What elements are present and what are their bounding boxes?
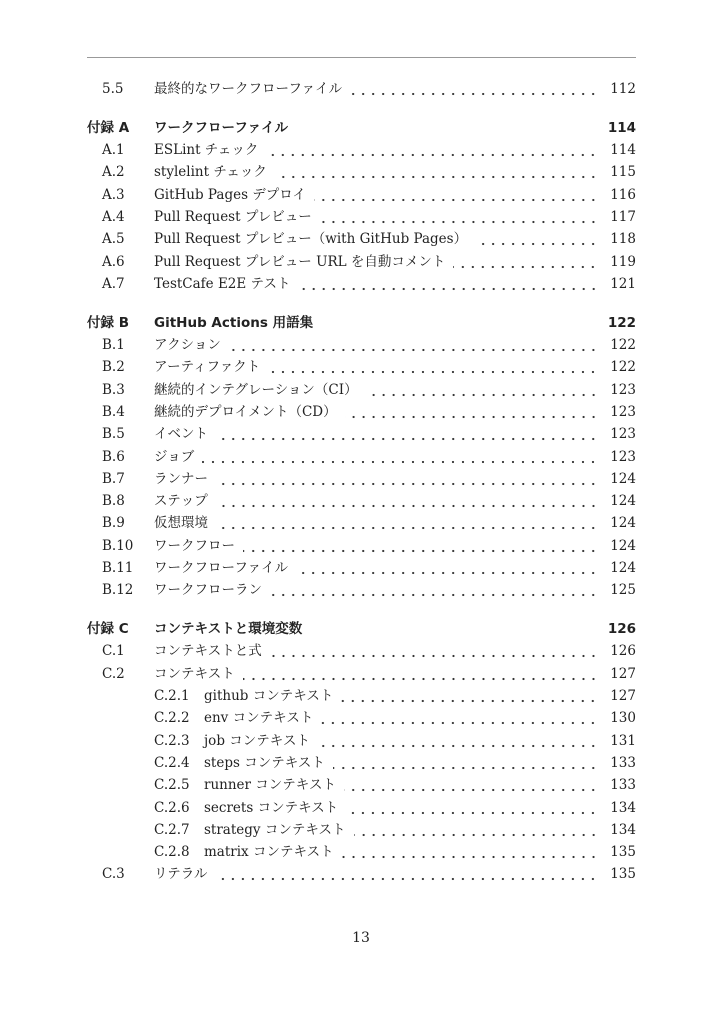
entry-title: runner コンテキスト (204, 777, 337, 794)
entry-number: A.7 (102, 275, 125, 292)
entry-page-number: 122 (610, 359, 636, 376)
entry-title: ジョブ (154, 448, 195, 465)
dot-leader (243, 663, 598, 685)
toc-entry[interactable] (87, 535, 636, 557)
entry-title: 仮想環境 (154, 515, 208, 532)
dot-leader (299, 273, 599, 295)
entry-page-number: 127 (610, 665, 636, 682)
entry-title-container (154, 312, 596, 334)
entry-title-container (154, 468, 598, 490)
entry-title: コンテキストと環境変数 (154, 621, 303, 638)
entry-title-container (154, 356, 598, 378)
dot-leader (354, 819, 599, 841)
entry-page-number: 114 (610, 142, 636, 159)
toc-entry[interactable] (87, 663, 636, 685)
entry-title: GitHub Pages デプロイ (154, 186, 306, 203)
dot-leader (216, 423, 598, 445)
entry-number: B.10 (102, 537, 134, 554)
entry-page-number: 123 (610, 403, 636, 420)
entry-title-container (204, 752, 598, 774)
entry-page-number: 124 (610, 470, 636, 487)
toc-entry[interactable] (87, 640, 636, 662)
entry-title: イベント (154, 426, 208, 443)
entry-page-number: 126 (610, 643, 636, 660)
entry-page-number: 123 (610, 448, 636, 465)
dot-leader (270, 640, 598, 662)
entry-number: C.2.3 (154, 732, 190, 749)
entry-title: コンテキストと式 (154, 643, 262, 660)
entry-title-container (154, 206, 598, 228)
entry-title-container (154, 512, 598, 534)
entry-title: env コンテキスト (204, 710, 314, 727)
entry-title-container (154, 446, 598, 468)
toc-entry[interactable] (87, 863, 636, 885)
entry-page-number: 127 (610, 688, 636, 704)
entry-page-number: 133 (610, 754, 636, 771)
entry-number: 付録 B (87, 314, 129, 331)
entry-title-container (204, 707, 598, 729)
entry-title: 継続的インテグレーション（CI） (154, 381, 358, 398)
entry-title-container (204, 797, 598, 819)
dot-leader (318, 730, 598, 752)
toc-entry[interactable] (87, 707, 636, 729)
dot-leader (243, 535, 598, 557)
entry-title-container (154, 557, 598, 579)
dot-leader (333, 752, 598, 774)
toc-entry[interactable] (87, 446, 636, 468)
dot-leader (350, 78, 598, 100)
entry-number: B.8 (102, 493, 125, 510)
entry-page-number: 124 (610, 493, 636, 510)
dot-leader (321, 707, 598, 729)
entry-title-container (154, 618, 596, 640)
toc-entry[interactable] (87, 468, 636, 490)
entry-title-container (154, 251, 598, 273)
entry-title-container (154, 379, 598, 401)
entry-title: ランナー (154, 470, 208, 487)
dot-leader (346, 797, 598, 819)
entry-number: C.2.7 (154, 821, 190, 838)
entry-page-number: 116 (610, 186, 636, 203)
toc-entry[interactable] (87, 139, 636, 161)
entry-title-container (154, 423, 598, 445)
dot-leader (342, 841, 599, 863)
entry-number: C.1 (102, 643, 125, 660)
entry-page-number: 122 (610, 337, 636, 353)
entry-page-number: 135 (610, 844, 636, 861)
entry-number: A.4 (102, 209, 125, 225)
dot-leader (216, 468, 598, 490)
entry-title: Pull Request プレビュー (154, 209, 312, 225)
toc-chapter-entry[interactable] (87, 117, 636, 139)
entry-page-number: 135 (610, 866, 636, 883)
entry-title: job コンテキスト (204, 732, 310, 749)
entry-title-container (204, 685, 598, 707)
toc-entry[interactable] (87, 356, 636, 378)
entry-title: steps コンテキスト (204, 754, 325, 771)
entry-title-container (204, 774, 598, 796)
entry-title: 最終的なワークフローファイル (154, 81, 343, 97)
entry-number: C.2.4 (154, 754, 190, 771)
entry-number: A.2 (102, 164, 125, 181)
entry-title-container (154, 401, 598, 423)
entry-title: github コンテキスト (204, 688, 334, 704)
page-number: 13 (352, 930, 370, 946)
entry-number: B.12 (102, 582, 134, 599)
entry-title-container (154, 663, 598, 685)
toc-entry[interactable] (87, 579, 636, 601)
toc-entry[interactable] (87, 685, 636, 707)
toc-entry[interactable] (87, 841, 636, 863)
entry-title: 継続的デプロイメント（CD） (154, 403, 337, 420)
entry-title-container (154, 161, 598, 183)
entry-page-number: 124 (610, 515, 636, 532)
entry-page-number: 126 (607, 621, 636, 638)
toc-entry[interactable] (87, 490, 636, 512)
entry-title: GitHub Actions 用語集 (154, 314, 314, 331)
entry-number: C.2.5 (154, 777, 190, 794)
dot-leader (275, 161, 598, 183)
dot-leader (296, 557, 598, 579)
entry-page-number: 124 (610, 537, 636, 554)
entry-number: C.2.6 (154, 799, 190, 816)
entry-page-number: 121 (610, 275, 636, 292)
entry-title: ワークフローファイル (154, 560, 289, 576)
dot-leader (453, 251, 598, 273)
entry-title: コンテキスト (154, 665, 235, 682)
dot-leader (229, 334, 598, 356)
entry-page-number: 118 (610, 231, 636, 248)
entry-page-number: 125 (610, 582, 636, 599)
toc-entry[interactable] (87, 78, 636, 100)
entry-title-container (154, 184, 598, 206)
toc-entry[interactable] (87, 752, 636, 774)
entry-title: TestCafe E2E テスト (154, 275, 291, 292)
entry-title-container (154, 863, 598, 885)
toc-entry[interactable] (87, 206, 636, 228)
dot-leader (320, 206, 598, 228)
toc-chapter-entry[interactable] (87, 618, 636, 640)
entry-page-number: 122 (607, 314, 636, 331)
toc-entry[interactable] (87, 512, 636, 534)
entry-number: C.2.1 (154, 688, 190, 704)
entry-number: B.9 (102, 515, 125, 532)
entry-number: B.4 (102, 403, 125, 420)
entry-title-container (204, 730, 598, 752)
entry-title-container (154, 640, 598, 662)
entry-page-number: 130 (610, 710, 636, 727)
entry-title-container (154, 228, 598, 250)
dot-leader (345, 401, 599, 423)
entry-number: A.5 (102, 231, 125, 248)
entry-number: 付録 C (87, 621, 129, 638)
entry-number: 付録 A (87, 119, 130, 136)
entry-title-container (154, 78, 598, 100)
entry-number: A.6 (102, 253, 125, 270)
toc-entry[interactable] (87, 557, 636, 579)
entry-page-number: 133 (610, 777, 636, 794)
dot-leader (266, 139, 598, 161)
toc-entry[interactable] (87, 423, 636, 445)
entry-title: matrix コンテキスト (204, 844, 334, 861)
header-rule (87, 57, 636, 58)
entry-number: B.2 (102, 359, 125, 376)
dot-leader (270, 579, 598, 601)
toc-chapter-entry[interactable] (87, 312, 636, 334)
entry-title-container (154, 117, 596, 139)
entry-number: A.1 (102, 142, 125, 159)
entry-title: ステップ (154, 493, 208, 510)
entry-page-number: 123 (610, 381, 636, 398)
entry-title: ワークフロー (154, 537, 235, 554)
toc-entry[interactable] (87, 730, 636, 752)
dot-leader (202, 446, 598, 468)
entry-title: リテラル (154, 866, 208, 883)
entry-number: B.7 (102, 470, 125, 487)
dot-leader (341, 685, 598, 707)
entry-title-container (154, 334, 598, 356)
entry-title-container (154, 139, 598, 161)
entry-title: secrets コンテキスト (204, 799, 339, 816)
entry-title: ワークフローラン (154, 582, 262, 599)
entry-page-number: 124 (610, 560, 636, 576)
entry-number: B.6 (102, 448, 125, 465)
entry-title: Pull Request プレビュー URL を自動コメント (154, 253, 446, 270)
toc-entry[interactable] (87, 273, 636, 295)
entry-number: B.3 (102, 381, 125, 398)
dot-leader (268, 356, 598, 378)
entry-page-number: 131 (610, 732, 636, 749)
entry-title-container (154, 273, 598, 295)
entry-title-container (154, 490, 598, 512)
dot-leader (344, 774, 598, 796)
entry-title: stylelint チェック (154, 164, 267, 181)
entry-number: A.3 (102, 186, 125, 203)
toc-entry[interactable] (87, 251, 636, 273)
dot-leader (215, 863, 598, 885)
entry-title: ESLint チェック (154, 142, 259, 159)
entry-title: Pull Request プレビュー（with GitHub Pages） (154, 231, 468, 248)
entry-number: B.11 (102, 560, 134, 576)
entry-page-number: 114 (607, 119, 636, 136)
entry-page-number: 123 (610, 426, 636, 443)
entry-title: ワークフローファイル (154, 119, 289, 136)
entry-number: C.2.8 (154, 844, 190, 861)
toc-entry[interactable] (87, 379, 636, 401)
dot-leader (216, 512, 598, 534)
dot-leader (475, 228, 598, 250)
entry-number: C.2 (102, 665, 125, 682)
entry-number: C.2.2 (154, 710, 190, 727)
toc-entry[interactable] (87, 184, 636, 206)
entry-title: strategy コンテキスト (204, 821, 346, 838)
toc-entry[interactable] (87, 819, 636, 841)
toc-entry[interactable] (87, 774, 636, 796)
toc-entry[interactable] (87, 334, 636, 356)
entry-title-container (204, 819, 598, 841)
entry-number: C.3 (102, 866, 125, 883)
entry-title-container (204, 841, 598, 863)
dot-leader (366, 379, 599, 401)
toc-entry[interactable] (87, 161, 636, 183)
entry-number: B.1 (102, 337, 125, 353)
entry-page-number: 134 (610, 821, 636, 838)
entry-title-container (154, 579, 598, 601)
entry-page-number: 119 (610, 253, 636, 270)
entry-title: アーティファクト (154, 359, 261, 376)
toc-entry[interactable] (87, 228, 636, 250)
entry-number: 5.5 (102, 81, 124, 97)
dot-leader (314, 184, 598, 206)
dot-leader (216, 490, 598, 512)
entry-page-number: 117 (610, 209, 636, 225)
entry-title: アクション (154, 337, 221, 353)
toc-entry[interactable] (87, 797, 636, 819)
entry-page-number: 115 (610, 164, 636, 181)
entry-title-container (154, 535, 598, 557)
toc-entry[interactable] (87, 401, 636, 423)
entry-page-number: 134 (610, 799, 636, 816)
entry-page-number: 112 (610, 81, 636, 97)
entry-number: B.5 (102, 426, 125, 443)
